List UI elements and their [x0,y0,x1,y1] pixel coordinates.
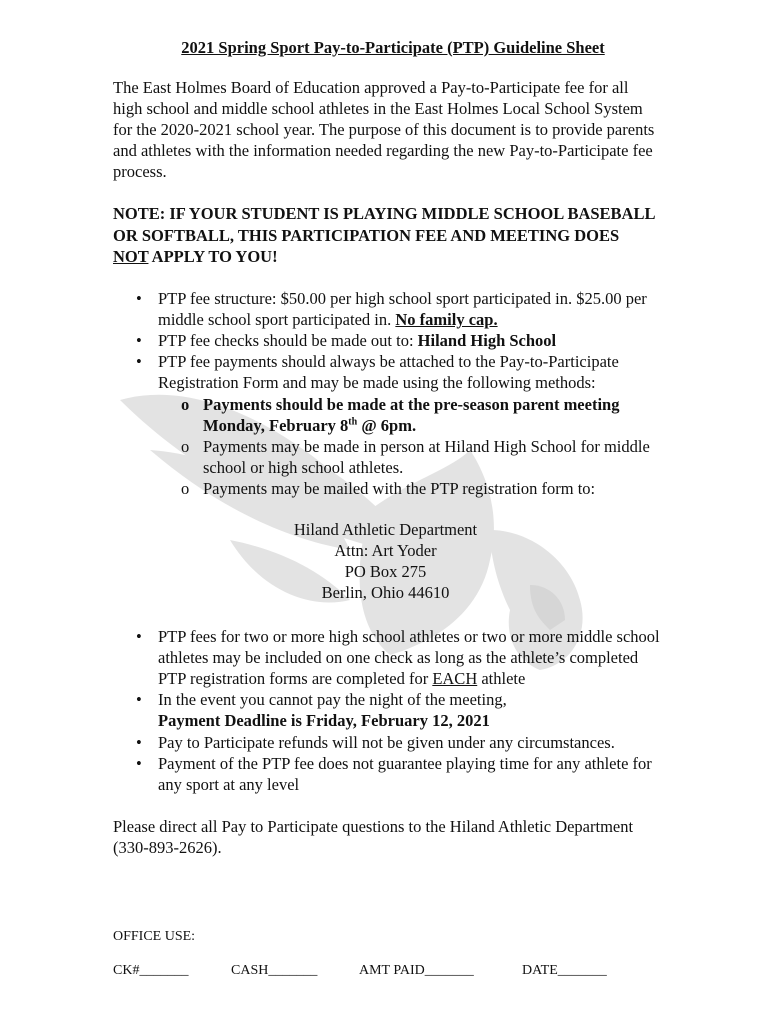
no-family-cap: No family cap. [395,310,498,329]
multiple-end: athlete [477,669,526,688]
sub-payment-mail: o Payments may be mailed with the PTP registration form to: [203,478,673,499]
address-line-3: PO Box 275 [344,562,427,581]
date-field: DATE_______ [522,963,607,978]
note-text-start: NOTE: IF YOUR STUDENT IS PLAYING MIDDLE SCHOOL BASEBALL OR SOFTBALL, THIS PARTICIPATION FEE AND MEETING DOES [113,204,655,245]
sub1-time: @ 6pm. [357,416,417,435]
checks-payee: Hiland High School [417,331,557,350]
bullet-fee-structure [158,288,668,330]
bullet-event [158,689,668,731]
multiple-each: EACH [432,669,478,688]
closing-paragraph: Please direct all Pay to Participate questions to the Hiland Athletic Department (330-893-2626). [113,817,634,857]
address-line-2: Attn: Art Yoder [334,541,437,560]
note-not: NOT [113,247,149,266]
note-warning [113,203,658,268]
fee-structure-text: PTP fee structure: $50.00 per high school sport participated in. $25.00 per middle school sport participated in. [158,289,647,329]
address-line-1: Hiland Athletic Department [293,520,478,539]
payment-deadline: Payment Deadline is Friday, February 12, 2021 [158,711,490,730]
multiple-text: PTP fees for two or more high school athletes or two or more middle school athletes may be included on one check as long as the athlete’s completed PTP registration forms are completed for [158,627,660,688]
note-text-end: APPLY TO YOU! [148,247,278,266]
ck-field: CK#_______ [113,963,189,978]
sub1-superscript: th [348,416,358,428]
office-use-label: OFFICE USE: [113,929,196,944]
cash-field: CASH_______ [231,963,318,978]
address-line-4: Berlin, Ohio 44610 [321,583,450,602]
sub-payment-meeting [203,394,673,436]
bullet-multiple-athletes [158,626,668,689]
bullet-refunds: • Pay to Participate refunds will not be given under any circumstances. [158,732,668,753]
page-title: 2021 Spring Sport Pay-to-Participate (PTP) Guideline Sheet [181,38,605,57]
bullet-checks [158,330,668,351]
sub1-text: Payments should be made at the pre-season parent meeting Monday, February 8 [203,395,620,435]
bullet-payments: • PTP fee payments should always be attached to the Pay-to-Participate Registration Form and may be made using the following methods: [158,351,668,393]
sub-payment-in-person: o Payments may be made in person at Hiland High School for middle school or high school athletes. [203,436,673,478]
intro-paragraph: The East Holmes Board of Education approved a Pay-to-Participate fee for all high school and middle school athletes in the East Holmes Local School System for the 2020-2021 school year. The purpose of this document is to provide parents and athletes with the information needed regarding the new Pay-to-Participate fee process. [113,78,655,181]
bullet-playing-time: • Payment of the PTP fee does not guarantee playing time for any athlete for any sport at any level [158,753,668,795]
amt-paid-field: AMT PAID_______ [359,963,474,978]
event-text: In the event you cannot pay the night of the meeting, [158,690,507,709]
checks-text: PTP fee checks should be made out to: [158,331,418,350]
